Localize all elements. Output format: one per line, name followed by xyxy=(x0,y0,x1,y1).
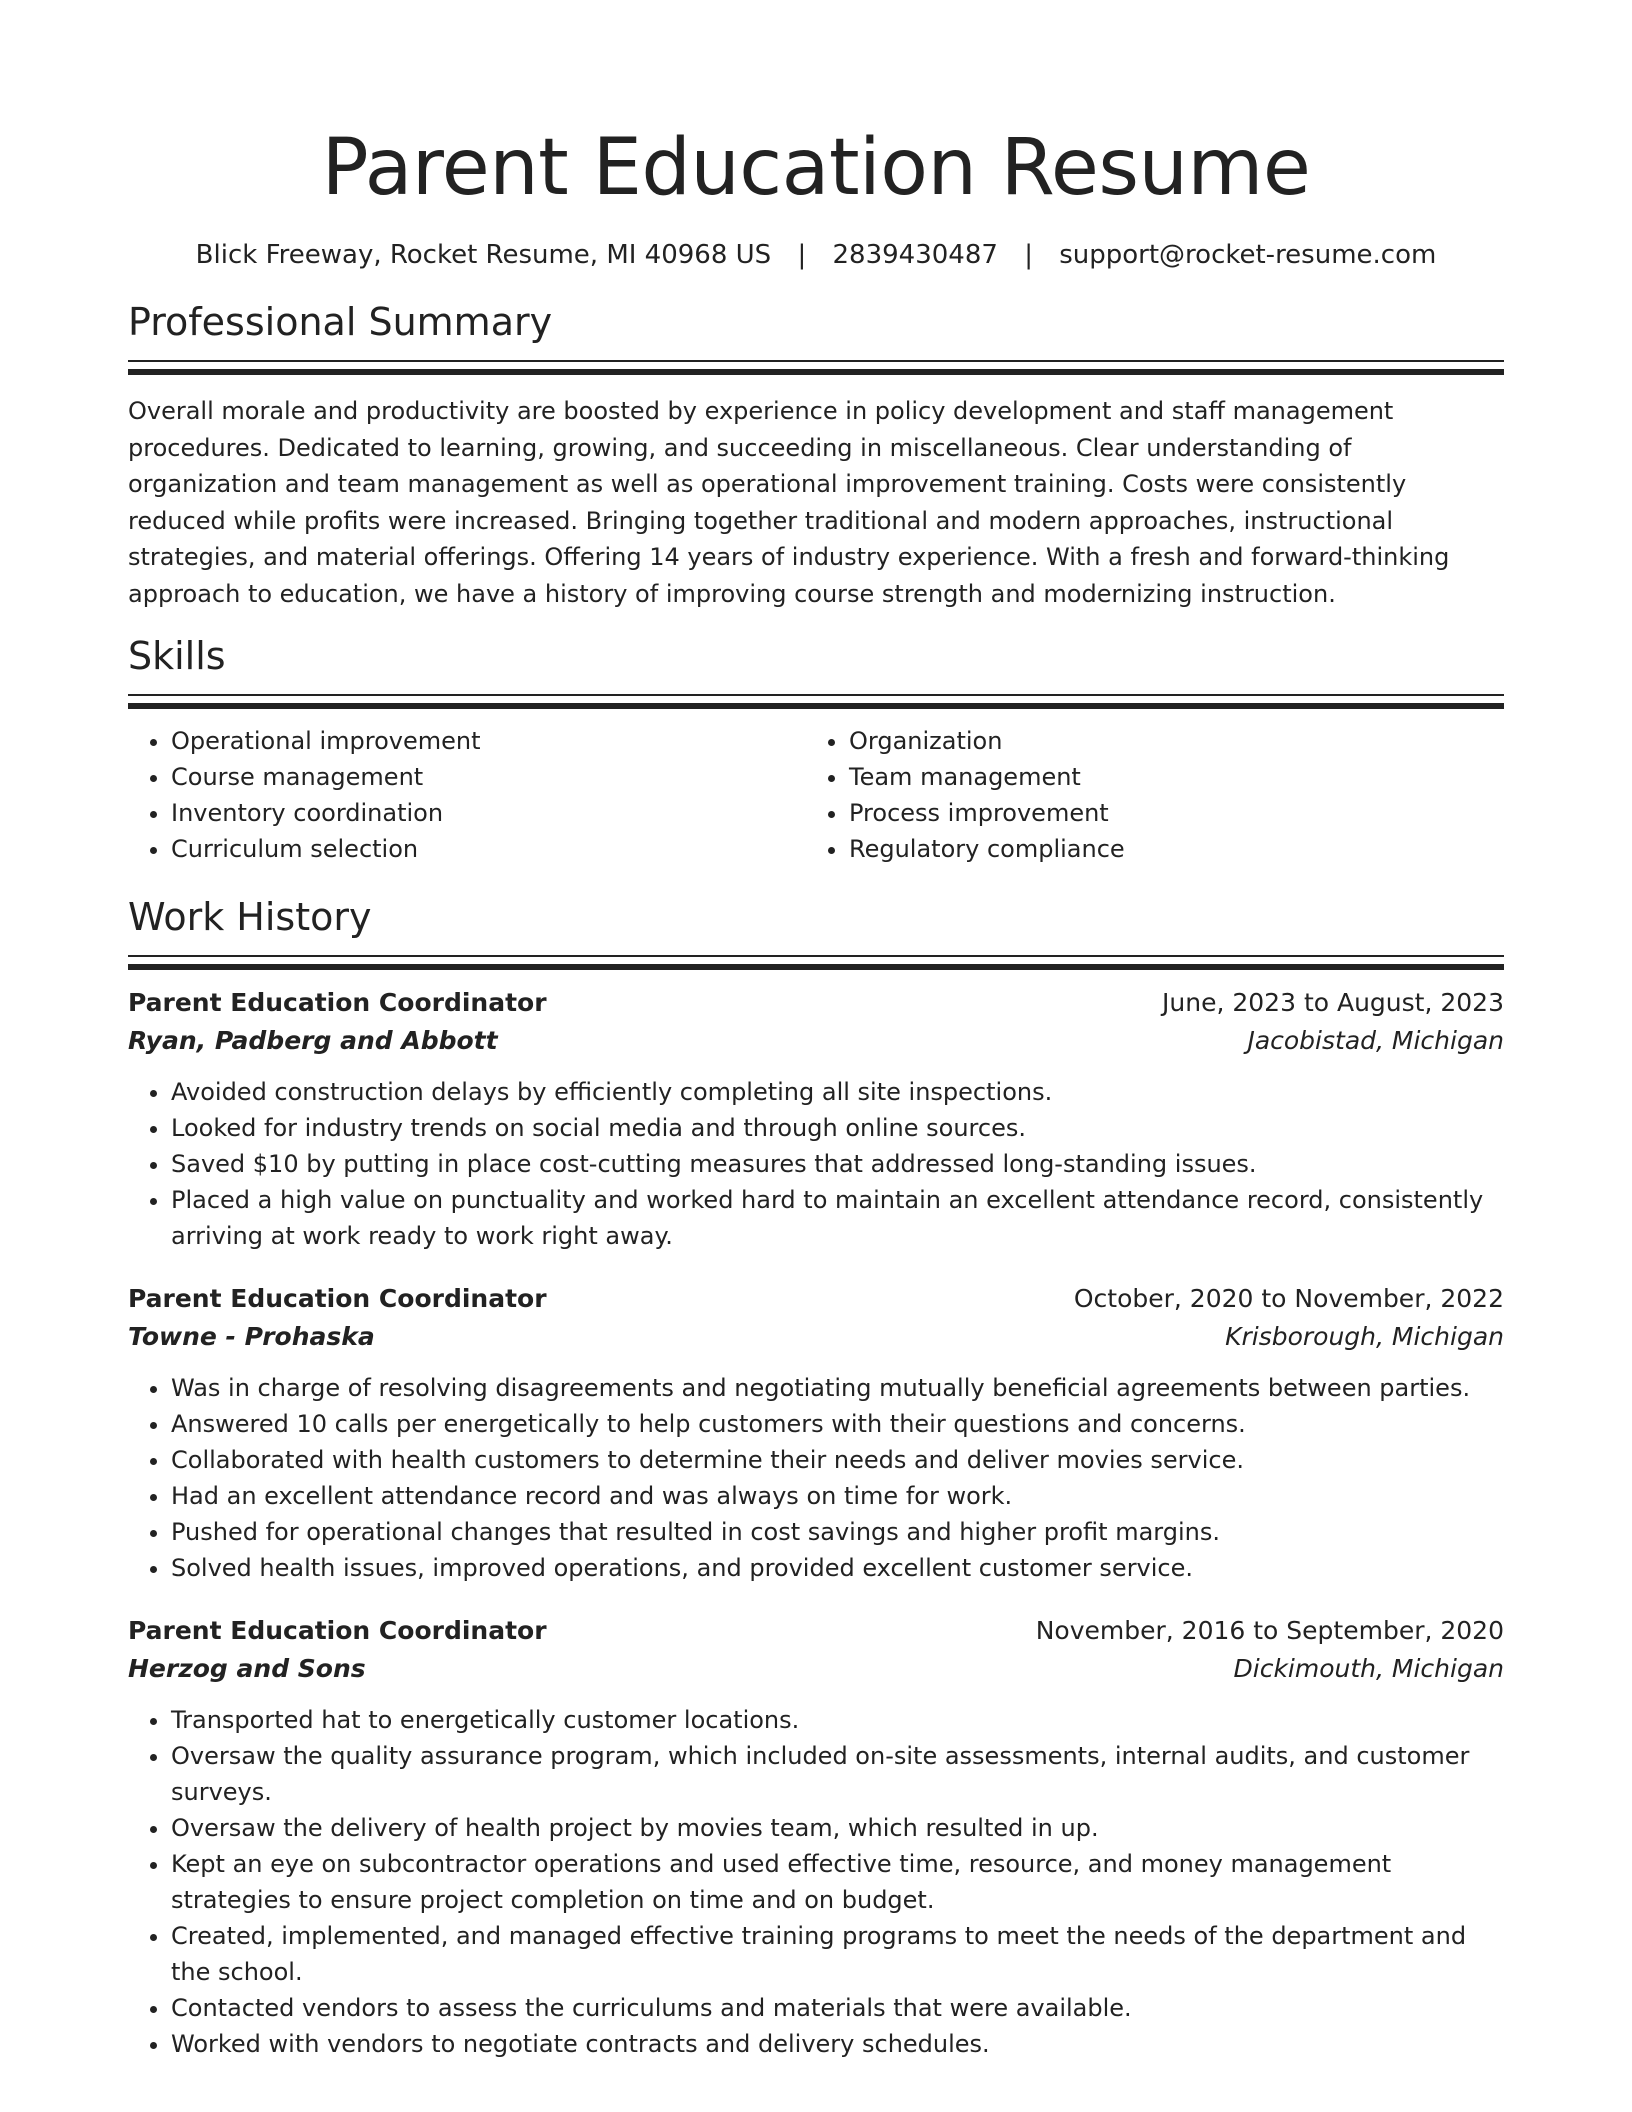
job-bullet: • Oversaw the delivery of health project by movies team, which resulted in up. xyxy=(171,1810,1504,1846)
job-bullet: • Answered 10 calls per energetically to help customers with their questions and concerns. xyxy=(171,1406,1504,1442)
job-title: Parent Education Coordinator xyxy=(128,988,547,1017)
job-bullet: • Had an excellent attendance record and was always on time for work. xyxy=(171,1478,1504,1514)
skills-column-right xyxy=(806,723,1484,867)
summary-section xyxy=(128,298,1504,612)
summary-text: Overall morale and productivity are boosted by experience in policy development and staff management procedures. Dedicated to learning, growing, and succeeding in miscellaneous. Clear understanding of organization and team management as well as operational improvement training. Costs were consistently reduced while profits were increased. Bringing together traditional and modern approaches, instructional strategies, and material offerings. Offering 14 years of industry experience. With a fresh and forward-thinking approach to education, we have a history of improving course strength and modernizing instruction. xyxy=(128,397,1450,608)
job-bullets xyxy=(128,1370,1504,1586)
skills-column-left xyxy=(128,723,806,867)
skills-section xyxy=(128,632,1504,867)
job-bullet: • Transported hat to energetically customer locations. xyxy=(171,1702,1504,1738)
job-dates: October, 2020 to November, 2022 xyxy=(1073,1284,1504,1313)
job-bullet: • Contacted vendors to assess the curriculums and materials that were available. xyxy=(171,1990,1504,2026)
skill-item: • Organization xyxy=(849,723,1484,759)
job-subheader-row xyxy=(128,1022,1504,1060)
job-bullets xyxy=(128,1702,1504,2062)
job-header-row xyxy=(128,1612,1504,1650)
work-history-heading: Work History xyxy=(128,895,372,939)
job-bullet: • Solved health issues, improved operations, and provided excellent customer service. xyxy=(171,1550,1504,1586)
job-bullet: • Avoided construction delays by efficiently completing all site inspections. xyxy=(171,1074,1504,1110)
job-entry xyxy=(128,1612,1504,2062)
skill-item: • Process improvement xyxy=(849,795,1484,831)
skill-item: • Course management xyxy=(171,759,806,795)
job-bullet: • Was in charge of resolving disagreements and negotiating mutually beneficial agreements between parties. xyxy=(171,1370,1504,1406)
summary-heading: Professional Summary xyxy=(128,300,553,344)
skill-item: • Inventory coordination xyxy=(171,795,806,831)
job-subheader-row xyxy=(128,1650,1504,1688)
contact-separator: | xyxy=(1024,240,1033,270)
job-bullet: • Saved $10 by putting in place cost-cutting measures that addressed long-standing issues. xyxy=(171,1146,1504,1182)
job-location: Jacobistad, Michigan xyxy=(1247,1026,1504,1055)
skill-item: • Operational improvement xyxy=(171,723,806,759)
section-divider xyxy=(128,694,1504,709)
job-bullets xyxy=(128,1074,1504,1254)
job-dates: November, 2016 to September, 2020 xyxy=(1035,1616,1504,1645)
work-history-section xyxy=(128,893,1504,2062)
job-entry xyxy=(128,1280,1504,1586)
skills-list xyxy=(128,723,1504,867)
job-bullet: • Collaborated with health customers to determine their needs and deliver movies service. xyxy=(171,1442,1504,1478)
skill-item: • Team management xyxy=(849,759,1484,795)
contact-email: support@rocket-resume.com xyxy=(1059,240,1437,270)
job-title: Parent Education Coordinator xyxy=(128,1616,547,1645)
contact-line xyxy=(128,238,1504,272)
job-company: Herzog and Sons xyxy=(128,1654,366,1683)
resume-title: Parent Education Resume xyxy=(321,123,1311,213)
job-bullet: • Pushed for operational changes that resulted in cost savings and higher profit margins. xyxy=(171,1514,1504,1550)
section-divider xyxy=(128,955,1504,970)
contact-separator: | xyxy=(797,240,807,270)
skills-heading: Skills xyxy=(128,634,226,678)
job-subheader-row xyxy=(128,1318,1504,1356)
job-bullet: • Worked with vendors to negotiate contracts and delivery schedules. xyxy=(171,2026,1504,2062)
job-bullet: • Oversaw the quality assurance program, which included on-site assessments, internal audits, and customer surveys. xyxy=(171,1738,1504,1810)
job-location: Dickimouth, Michigan xyxy=(1233,1654,1504,1683)
job-dates: June, 2023 to August, 2023 xyxy=(1162,988,1504,1017)
job-header-row xyxy=(128,1280,1504,1318)
contact-address: Blick Freeway, Rocket Resume, MI 40968 US xyxy=(195,240,772,270)
job-title: Parent Education Coordinator xyxy=(128,1284,547,1313)
skill-item: • Regulatory compliance xyxy=(849,831,1484,867)
job-bullet: • Placed a high value on punctuality and worked hard to maintain an excellent attendance record, consistently arriving at work ready to work right away. xyxy=(171,1182,1504,1254)
contact-phone: 2839430487 xyxy=(832,240,998,270)
job-entry xyxy=(128,984,1504,1254)
skill-item: • Curriculum selection xyxy=(171,831,806,867)
job-bullet: • Kept an eye on subcontractor operations and used effective time, resource, and money management strategies to ensure project completion on time and on budget. xyxy=(171,1846,1504,1918)
job-company: Ryan, Padberg and Abbott xyxy=(128,1026,498,1055)
job-location: Krisborough, Michigan xyxy=(1225,1322,1504,1351)
job-company: Towne - Prohaska xyxy=(128,1322,375,1351)
job-header-row xyxy=(128,984,1504,1022)
section-divider xyxy=(128,360,1504,375)
job-bullet: • Created, implemented, and managed effective training programs to meet the needs of the department and the school. xyxy=(171,1918,1504,1990)
job-bullet: • Looked for industry trends on social media and through online sources. xyxy=(171,1110,1504,1146)
